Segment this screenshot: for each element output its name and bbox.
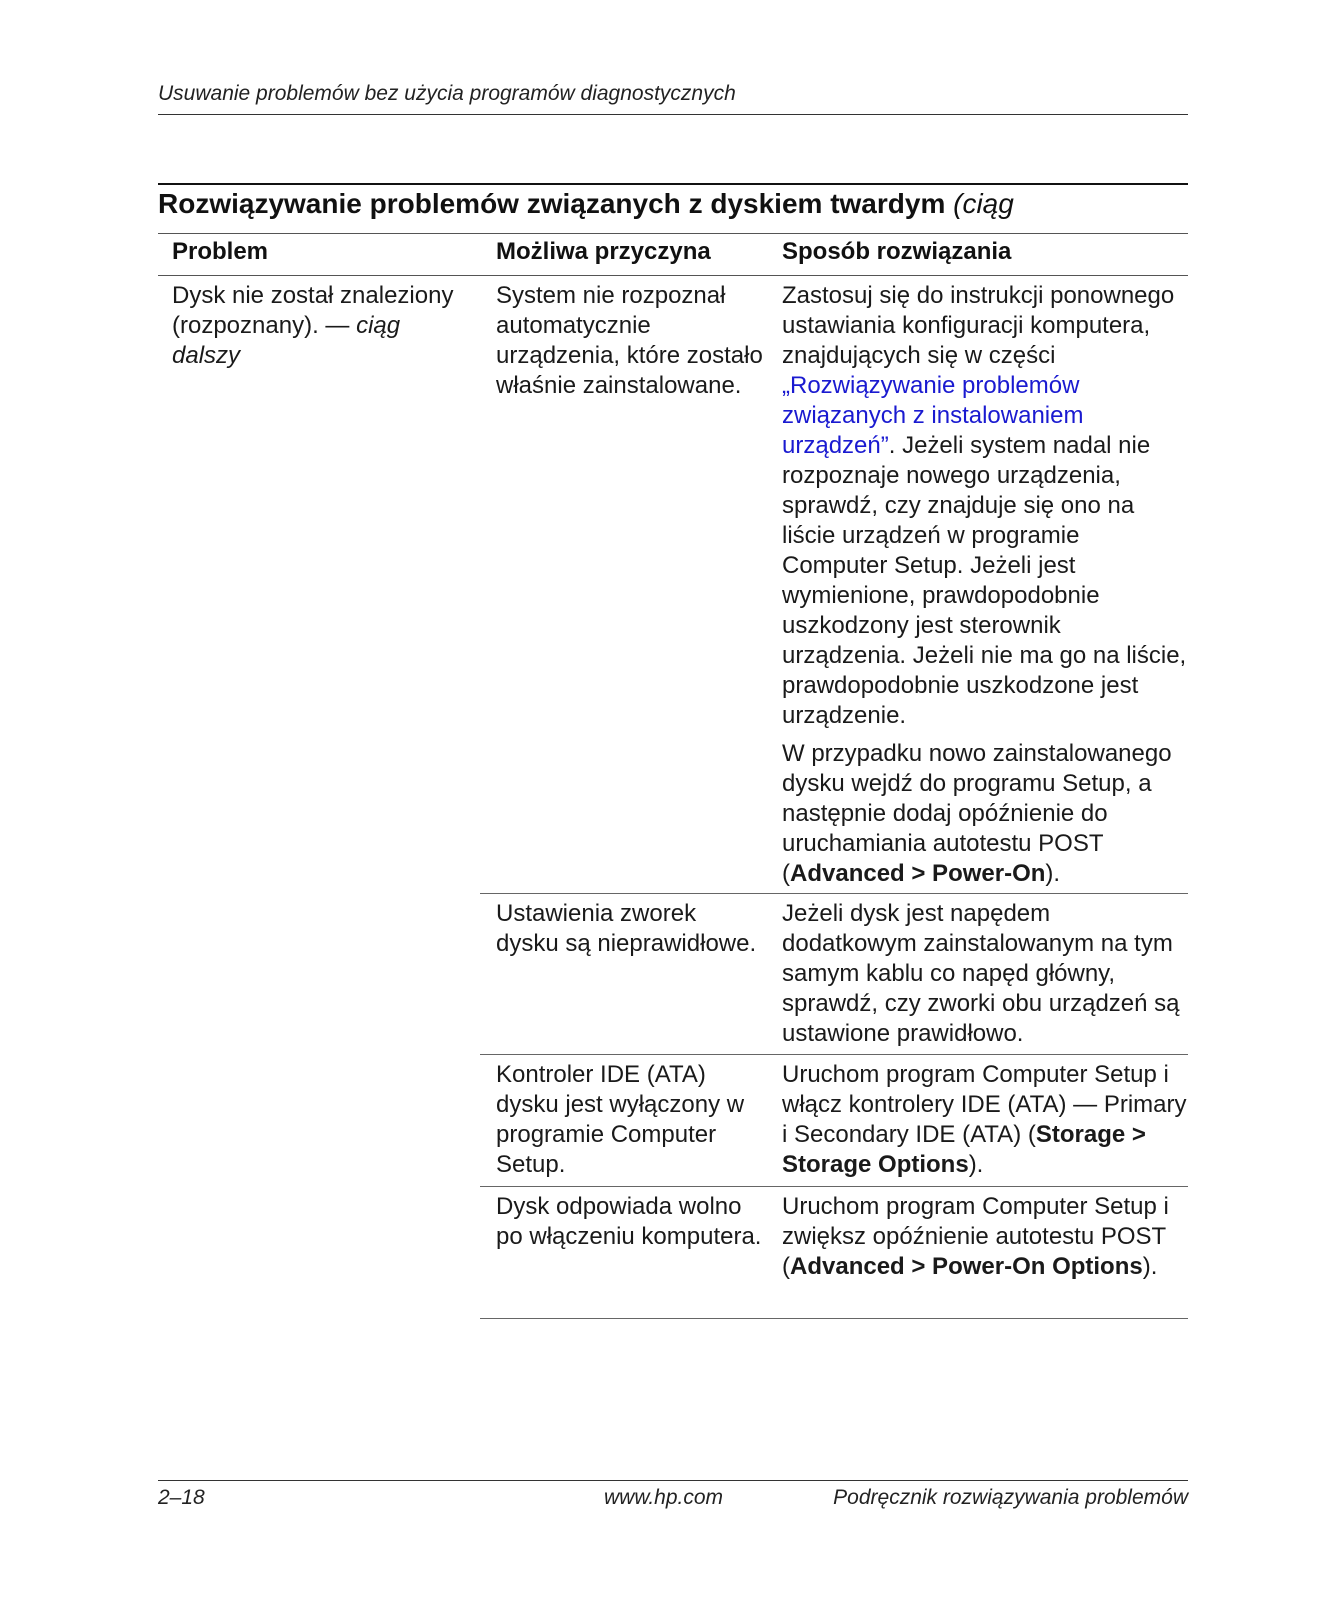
row-divider-3 [480, 1186, 1188, 1187]
table-title-rule [158, 183, 1188, 185]
header-rule [158, 114, 1188, 115]
problem-continued: ciąg dalszy [172, 312, 401, 369]
column-header-problem: Problem [172, 238, 269, 265]
problem-cell [172, 281, 467, 371]
cause-cell-1: System nie rozpoznał automatycznie urządzenia, które zostało właśnie zainstalowane. [496, 282, 763, 399]
solution-1-paragraph-2 [782, 739, 1190, 889]
solution-4-text-end: ). [1142, 1253, 1158, 1280]
cause-cell-4: Dysk odpowiada wolno po włączeniu komputera. [496, 1193, 762, 1250]
page-number: 2–18 [158, 1486, 205, 1509]
solution-4-text: Uruchom program Computer Setup i zwiększ opóźnienie autotestu POST ( [782, 1193, 1169, 1280]
website-link[interactable]: www.hp.com [604, 1486, 724, 1509]
solution-2-text-end: ). [1045, 860, 1061, 887]
row-divider-2 [480, 1054, 1188, 1055]
solution-3-text-end: ). [968, 1151, 984, 1178]
solution-1-text-continued: . Jeżeli system nadal nie rozpoznaje nowego urządzenia, sprawdź, czy znajduje się ono na liście urządzeń w programie Computer Setup. Jeżeli jest wymienione, prawdopodobnie uszkodzony jest sterownik urządzenia. Jeżeli nie ma go na liście, prawdopodobnie uszkodzone jest urządzenie. [782, 432, 1187, 729]
footer-rule [158, 1480, 1188, 1481]
menu-path-advanced-power-on: Advanced > Power-On [790, 860, 1046, 887]
column-header-cause: Możliwa przyczyna [496, 238, 711, 265]
table-title-main: Rozwiązywanie problemów związanych z dyskiem twardym [158, 188, 946, 219]
running-header: Usuwanie problemów bez użycia programów diagnostycznych [158, 82, 736, 105]
cross-reference-link[interactable]: „Rozwiązywanie problemów związanych z instalowaniem urządzeń” [782, 372, 1084, 459]
row-divider-4 [480, 1318, 1188, 1319]
solution-2-text: W przypadku nowo zainstalowanego dysku wejdź do programu Setup, a następnie dodaj opóźnienie do uruchamiania autotestu POST ( [782, 740, 1172, 887]
solution-cell-2: Jeżeli dysk jest napędem dodatkowym zainstalowanym na tym samym kablu co napęd główny, sprawdź, czy zworki obu urządzeń są ustawione prawidłowo. [782, 900, 1180, 1047]
menu-path-power-on-options: Advanced > Power-On Options [790, 1253, 1143, 1280]
solution-1-text: Zastosuj się do instrukcji ponownego ustawiania konfiguracji komputera, znajdujących się w części [782, 282, 1175, 369]
problem-text: Dysk nie został znaleziony (rozpoznany). — [172, 282, 454, 339]
solution-cell-1 [782, 281, 1190, 889]
solution-cell-4 [782, 1192, 1190, 1282]
table-title [158, 188, 1014, 220]
menu-path-storage-options: Storage > Storage Options [782, 1121, 1146, 1178]
solution-1-paragraph-1 [782, 281, 1190, 731]
row-divider-1 [480, 893, 1188, 894]
column-header-bottom-rule [158, 275, 1188, 276]
column-header-top-rule [158, 233, 1188, 234]
table-title-continued: (ciąg [953, 188, 1014, 219]
cause-cell-3: Kontroler IDE (ATA) dysku jest wyłączony w programie Computer Setup. [496, 1061, 745, 1178]
column-header-solution: Sposób rozwiązania [782, 238, 1012, 265]
solution-cell-3 [782, 1060, 1190, 1180]
cause-cell-2: Ustawienia zworek dysku są nieprawidłowe. [496, 900, 757, 957]
manual-title: Podręcznik rozwiązywania problemów [833, 1486, 1188, 1509]
solution-3-text: Uruchom program Computer Setup i włącz kontrolery IDE (ATA) — Primary i Secondary IDE (ATA) ( [782, 1061, 1187, 1148]
